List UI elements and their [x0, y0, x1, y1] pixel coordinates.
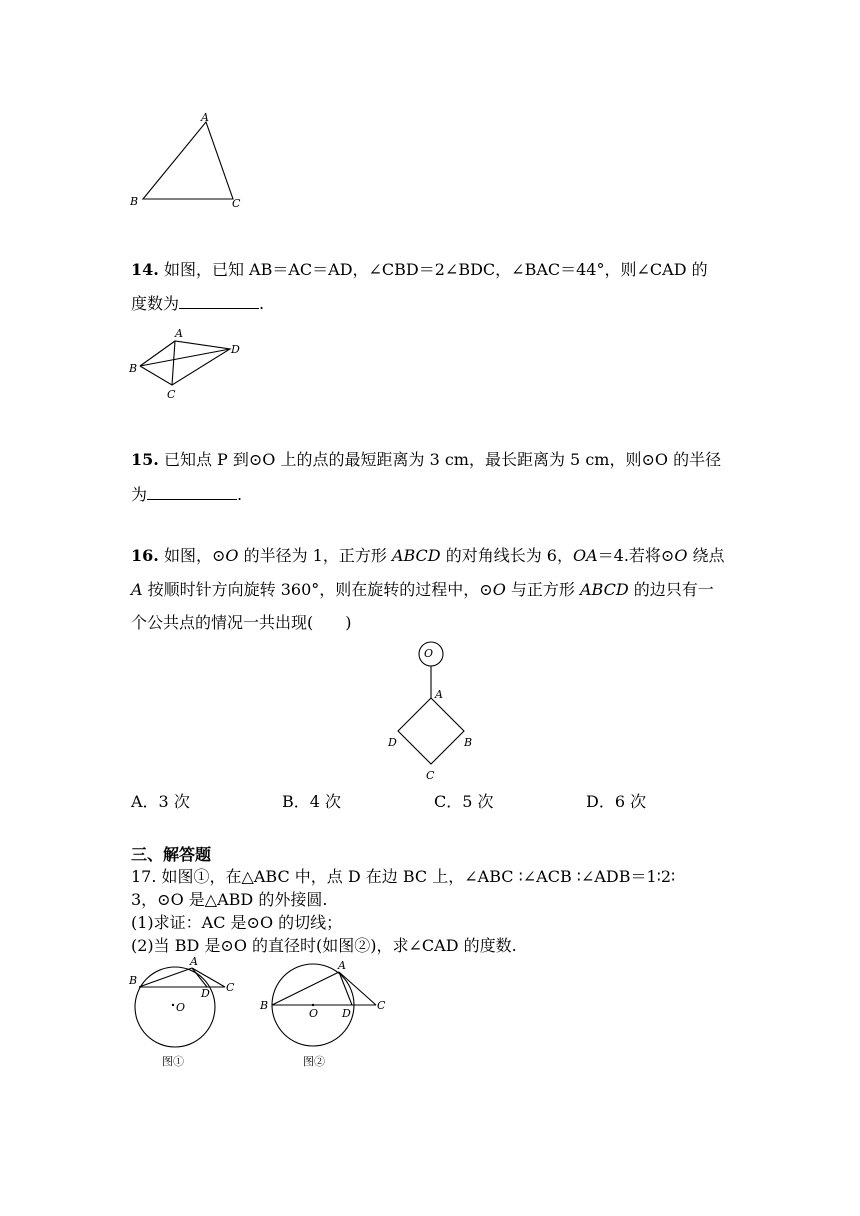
q16-label-b: B	[464, 736, 473, 749]
figure-triangle-abc	[120, 105, 260, 217]
q17-fig2-caption: 图②	[303, 1055, 325, 1068]
q15-text-2: 为	[131, 485, 148, 504]
q16-text: ＝4.若将⊙	[597, 546, 675, 565]
q17-fig2-label-a: A	[338, 959, 346, 972]
q16-text: O	[225, 546, 239, 565]
q16-label-o: O	[424, 647, 434, 660]
q16-option-b[interactable]: B．4 次	[282, 792, 342, 811]
q14-text-1: 如图，已知 AB＝AC＝AD，∠CBD＝2∠BDC，∠BAC＝44°，则∠CAD 的	[163, 260, 708, 279]
q16-label-d: D	[388, 736, 397, 749]
q16-text: 的边只有一	[628, 580, 714, 599]
q16-text: A	[131, 580, 143, 599]
q16-text: O	[492, 580, 506, 599]
q14-label-c: C	[167, 388, 176, 401]
q17-fig2-label-c: C	[377, 999, 386, 1012]
q16-text: 与正方形	[505, 580, 580, 599]
q14-label-b: B	[129, 362, 138, 375]
label-b: B	[130, 195, 139, 208]
q16-text: OA	[572, 546, 598, 565]
q17-fig1-label-o: O	[176, 1001, 186, 1014]
q16-text: ABCD	[580, 580, 629, 599]
q17-line1: 17. 如图①，在△ABC 中，点 D 在边 BC 上，∠ABC ∶∠ACB ∶∠ADB＝1∶2∶	[131, 867, 676, 886]
q17-fig1-label-a: A	[190, 955, 198, 968]
q16-label-a: A	[435, 688, 443, 701]
q16-text: ABCD	[391, 546, 441, 565]
q16-option-d[interactable]: D．6 次	[586, 792, 647, 811]
q17-fig2-label-o: O	[309, 1007, 319, 1020]
q16-text: O	[674, 546, 688, 565]
q14-answer-blank[interactable]	[179, 293, 259, 309]
q17-fig1-label-d: D	[201, 987, 210, 1000]
q17-line2: 3，⊙O 是△ABD 的外接圆.	[131, 890, 328, 909]
figure-q17-2	[255, 955, 395, 1075]
q14-label-d: D	[231, 343, 240, 356]
q16-label-c: C	[426, 769, 435, 782]
q14-number: 14.	[131, 260, 159, 279]
section-title: 三、解答题	[131, 845, 212, 864]
q16-line3	[131, 613, 352, 633]
figure-q17-1	[125, 955, 245, 1075]
q16-number: 16.	[131, 546, 159, 565]
figure-q16-circle-square	[380, 640, 480, 785]
q15-line1	[131, 450, 721, 470]
q17-fig2-label-b: B	[260, 999, 269, 1012]
q17-fig1-caption: 图①	[162, 1055, 184, 1068]
q16-text: 的半径为 1，正方形	[238, 546, 392, 565]
q17-line4: (2)当 BD 是⊙O 的直径时(如图②)，求∠CAD 的度数.	[131, 936, 517, 955]
q15-text-1: 已知点 P 到⊙O 上的点的最短距离为 3 cm，最长距离为 5 cm，则⊙O 的半径	[163, 450, 722, 469]
q16-option-c[interactable]: C．5 次	[434, 792, 494, 811]
q16-text: 绕点	[687, 546, 725, 565]
q16-text: 按顺时针方向旋转 360°，则在旋转的过程中，⊙	[142, 580, 493, 599]
label-a: A	[201, 111, 209, 124]
q15-number: 15.	[131, 450, 159, 469]
q17-fig1-label-c: C	[226, 981, 235, 994]
q16-option-a[interactable]: A．3 次	[131, 792, 190, 811]
figure-q14-quadrilateral	[120, 322, 250, 404]
q17-line3: (1)求证：AC 是⊙O 的切线；	[131, 913, 343, 932]
q14-line2	[131, 293, 264, 314]
q15-answer-blank[interactable]	[147, 484, 237, 500]
q14-text-2-end: .	[259, 294, 265, 313]
q16-text-3: 个公共点的情况一共出现( )	[131, 613, 352, 632]
q15-line2	[131, 484, 242, 505]
q16-line2	[131, 580, 714, 600]
q16-line1	[131, 546, 725, 566]
q17-fig1-label-b: B	[129, 974, 138, 987]
q16-text: 的对角线长为 6，	[440, 546, 573, 565]
q14-line1	[131, 260, 708, 280]
q16-text: 如图，⊙	[163, 546, 226, 565]
q15-text-2-end: .	[237, 485, 243, 504]
label-c: C	[232, 197, 241, 210]
q14-text-2: 度数为	[131, 294, 180, 313]
q17-fig2-label-d: D	[342, 1007, 351, 1020]
q14-label-a: A	[175, 327, 183, 340]
